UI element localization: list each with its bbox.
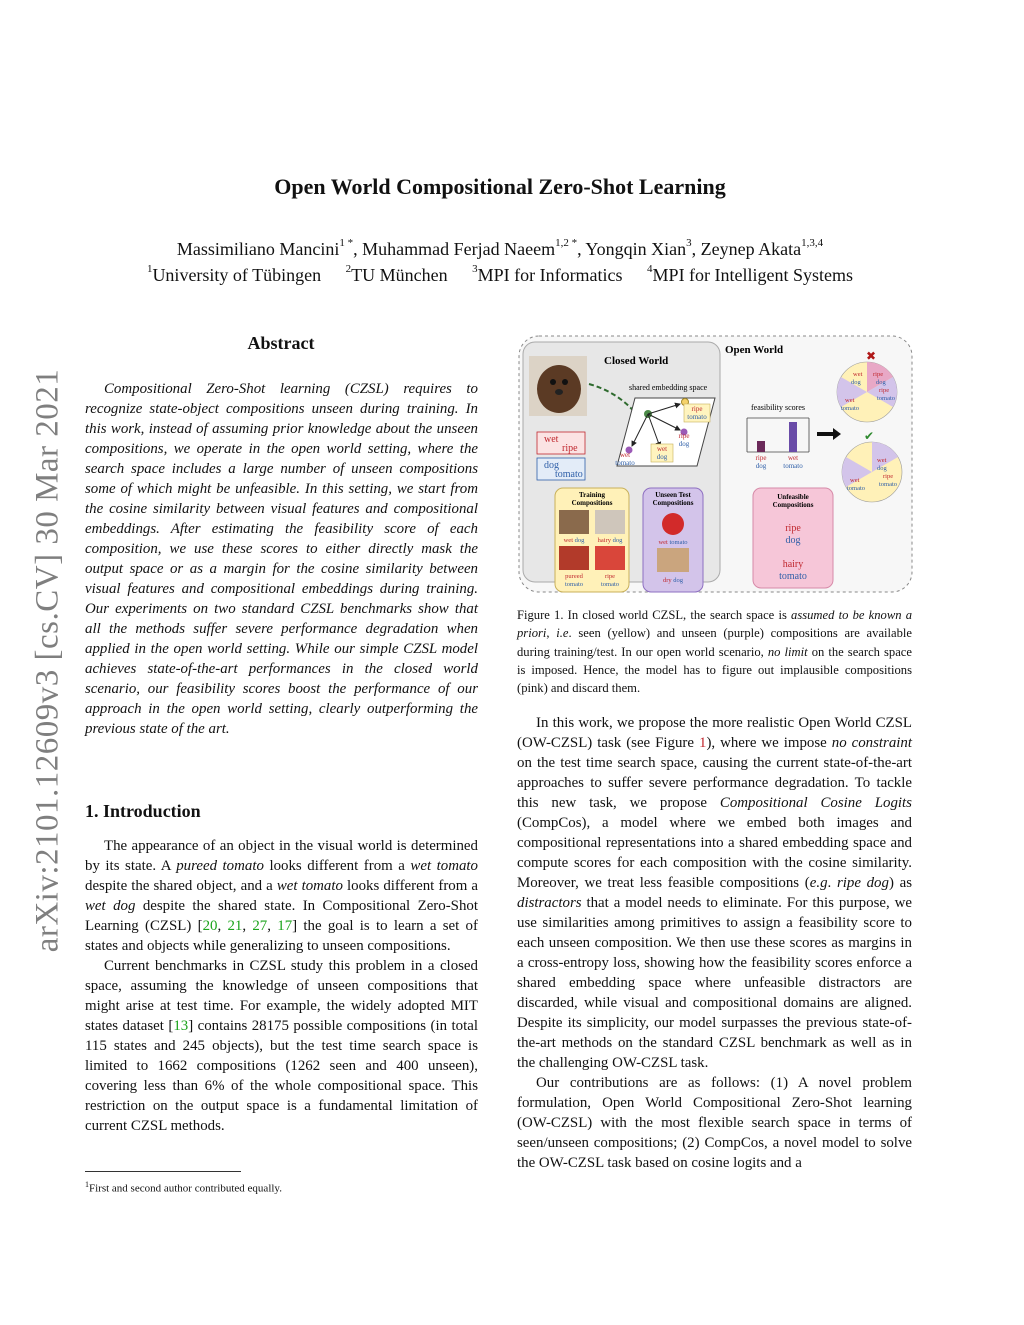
svg-text:ripe: ripe: [785, 523, 801, 534]
affiliation: $^4$MPI for Intelligent Systems: [647, 263, 854, 285]
svg-text:dog: dog: [656, 453, 668, 461]
svg-text:ripe: ripe: [691, 405, 703, 413]
intro-paragraph-1: The appearance of an object in the visual world is determined by its state. A pureed tomato looks different from a wet tomato despite the shared object, and a wet tomato looks different from a wet dog despite the shared state. In Compositional Zero-Shot Learning (CZSL) [20, 21, 27, 17] the goal is to learn a set of states and objects while generalizing to unseen compositions.: [85, 838, 478, 954]
right-paragraph-2: Our contributions are as follows: (1) A novel problem formulation, Open World Compositional Zero-Shot learning (OW-CZSL) with the most flexible search space in terms of seen/unseen compositions; (2) CompCos, a novel model to solve the OW-CZSL task based on cosine logits and a: [517, 1075, 912, 1171]
pie-before: [837, 362, 897, 422]
svg-text:wet tomato: wet tomato: [658, 539, 688, 546]
svg-text:dog: dog: [755, 462, 767, 470]
author-name: Yongqin Xian: [585, 239, 687, 259]
arxiv-stamp: [18, 350, 78, 970]
abstract-body: [85, 379, 478, 739]
svg-text:hairy: hairy: [782, 559, 804, 570]
citation-link[interactable]: 21: [227, 918, 243, 934]
svg-text:tomato: tomato: [847, 485, 866, 492]
cross-icon: ✖: [865, 349, 877, 363]
affiliation: $^3$MPI for Informatics: [472, 263, 623, 285]
svg-text:tomato: tomato: [615, 459, 635, 467]
closed-world-label: Closed World: [604, 355, 669, 367]
abstract-text: Compositional Zero-Shot learning (CZSL) requires to recognize state-object compositions unseen during training. In this work, instead of assuming prior knowledge about the unseen compositions, we operate in the open world setting, where the search space includes a large number of unseen compositions some of which might be unfeasible. In this setting, we start from the cosine similarity between visual features and compositional embeddings. After estimating the feasibility score of each composition, we use these scores to either directly mask the output space or as a margin for the cosine similarity between visual features and compositional embeddings during training. Our experiments on two standard CZSL benchmarks show that all the methods suffer severe performance degradation when applied in the open world setting. While our simple CZSL model achieves state-of-the-art performances in the closed world scenario, our feasibility scores boost the performance of our approach in the open world setting, clearly outperforming the previous state of the art.: [85, 381, 478, 737]
svg-text:wet: wet: [850, 477, 860, 484]
footnote-rule: [85, 1171, 241, 1172]
svg-text:Compositions: Compositions: [571, 499, 613, 507]
svg-text:tomato: tomato: [879, 481, 898, 488]
svg-text:dog: dog: [544, 460, 559, 471]
svg-text:dog: dog: [678, 440, 690, 448]
svg-text:ripe: ripe: [873, 371, 884, 378]
svg-text:wet: wet: [787, 454, 799, 462]
svg-text:Unseen Test: Unseen Test: [655, 491, 691, 499]
svg-text:hairy dog: hairy dog: [597, 537, 623, 544]
citation-link[interactable]: 20: [202, 918, 218, 934]
svg-text:dry dog: dry dog: [662, 577, 684, 584]
svg-text:tomato: tomato: [783, 462, 803, 470]
svg-text:Unfeasible: Unfeasible: [777, 493, 809, 501]
svg-text:pureed: pureed: [565, 573, 583, 580]
check-icon: ✔: [863, 429, 875, 443]
svg-text:tomato: tomato: [564, 581, 584, 588]
author-name: Zeynep Akata: [700, 239, 802, 259]
affiliation: $^1$University of Tübingen: [146, 263, 322, 285]
author-marker: 3: [686, 237, 692, 249]
svg-text:dog: dog: [877, 465, 887, 472]
right-paragraph-1: In this work, we propose the more realistic Open World CZSL (OW-CZSL) task (see Figure 1), where we impose no constraint on the test time search space, causing the current state-of-the-art approaches to suffer severe performance degradation. To tackle this new task, we propose Compositional Cosine Logits (CompCos), a model where we embed both images and compositional representations into a shared embedding space and compute scores for each composition with the cosine similarity. Moreover, we treat less feasible compositions (e.g. ripe dog) as distractors that a model needs to eliminate. For this purpose, we use similarities among primitives to assign a feasibility score to each unseen composition. We then use these scores as margins in a cross-entropy loss, showing how the feasibility scores enforce a shared embedding space where unfeasible distractors are discarded, while visual and compositional domains are aligned. Despite its simplicity, our model surpasses the previous state-of-the-art methods on the standard CZSL benchmark as well as in the challenging OW-CZSL task.: [517, 715, 912, 1071]
svg-text:ripe: ripe: [755, 454, 767, 462]
paper-title: Open World Compositional Zero-Shot Learning: [274, 174, 726, 199]
citation-link[interactable]: 17: [277, 918, 293, 934]
affiliation-list: [0, 265, 1000, 286]
svg-text:feasibility scores: feasibility scores: [751, 403, 805, 412]
svg-text:ripe: ripe: [678, 432, 690, 440]
svg-text:dog: dog: [785, 535, 801, 546]
svg-text:wet: wet: [845, 397, 855, 404]
svg-text:tomato: tomato: [877, 395, 896, 402]
intro-paragraph-2: Current benchmarks in CZSL study this problem in a closed space, assuming the knowledge of unseen compositions that might arise at test time. For example, the widely adopted MIT states dataset [13] contains 28175 possible compositions (in total 115 states and 245 objects), but the test time search space is limited to 1662 compositions (1262 seen and 400 unseen), covering less than 6% of the whole compositional space. This restriction on the output space is a fundamental limitation of current CZSL methods.: [85, 958, 478, 1134]
svg-text:wet: wet: [853, 371, 863, 378]
svg-text:Compositions: Compositions: [772, 501, 814, 509]
svg-text:wet: wet: [619, 451, 631, 459]
svg-text:tomato: tomato: [555, 469, 583, 480]
right-column-body: [517, 713, 912, 1173]
svg-text:wet dog: wet dog: [563, 537, 585, 544]
svg-text:tomato: tomato: [687, 413, 707, 421]
feasibility-bar: [757, 441, 765, 452]
svg-text:Compositions: Compositions: [652, 499, 694, 507]
svg-text:wet: wet: [656, 445, 668, 453]
svg-text:ripe: ripe: [879, 387, 890, 394]
svg-text:wet: wet: [877, 457, 887, 464]
citation-link[interactable]: 27: [252, 918, 268, 934]
abstract-heading: Abstract: [247, 333, 315, 353]
intro-heading: 1. Introduction: [85, 801, 201, 821]
figure-ref-link[interactable]: 1: [698, 735, 707, 751]
svg-text:ripe: ripe: [604, 573, 616, 580]
author-marker: 1,3,4: [801, 237, 824, 249]
svg-text:ripe: ripe: [883, 473, 894, 480]
footnote: $^1$First and second author contributed equally.: [85, 1180, 282, 1195]
dog-photo: [529, 356, 587, 416]
svg-text:dog: dog: [851, 379, 861, 386]
author-name: Massimiliano Mancini: [176, 239, 340, 259]
svg-text:Training: Training: [579, 491, 605, 499]
pie-after: [842, 442, 902, 502]
author-name: Muhammad Ferjad Naeem: [362, 239, 556, 259]
affiliation: $^2$TU München: [345, 263, 448, 285]
author-list: Massimiliano Mancini$^{1 *}$, Muhammad Ferjad Naeem$^{1,2 *}$, Yongqin Xian$^3$, Zeynep Akata$^{1,3,4}$: [176, 237, 824, 259]
citation-link[interactable]: 13: [173, 1018, 189, 1034]
open-world-label: Open World: [725, 344, 784, 356]
svg-text:ripe: ripe: [562, 443, 578, 454]
arxiv-id: arXiv:2101.12609v3 [cs.CV] 30 Mar 2021: [29, 368, 66, 952]
svg-text:dog: dog: [876, 379, 886, 386]
feasibility-bar: [789, 422, 797, 452]
figure-1: [517, 334, 914, 596]
author-marker: 1 *: [339, 237, 354, 249]
svg-text:tomato: tomato: [841, 405, 860, 412]
svg-text:tomato: tomato: [779, 571, 807, 582]
intro-body: [85, 836, 478, 1136]
figure-caption: Figure 1. In closed world CZSL, the search space is assumed to be known a priori, i.e. seen (yellow) and unseen (purple) compositions are available during training/test. In our open world scenario, no limit on the search space is imposed. Hence, the model has to figure out implausible compositions (pink) and discard them.: [517, 608, 913, 696]
svg-text:tomato: tomato: [600, 581, 620, 588]
svg-text:wet: wet: [544, 434, 559, 445]
embedding-space-label: shared embedding space: [629, 383, 708, 392]
author-marker: 1,2 *: [555, 237, 578, 249]
